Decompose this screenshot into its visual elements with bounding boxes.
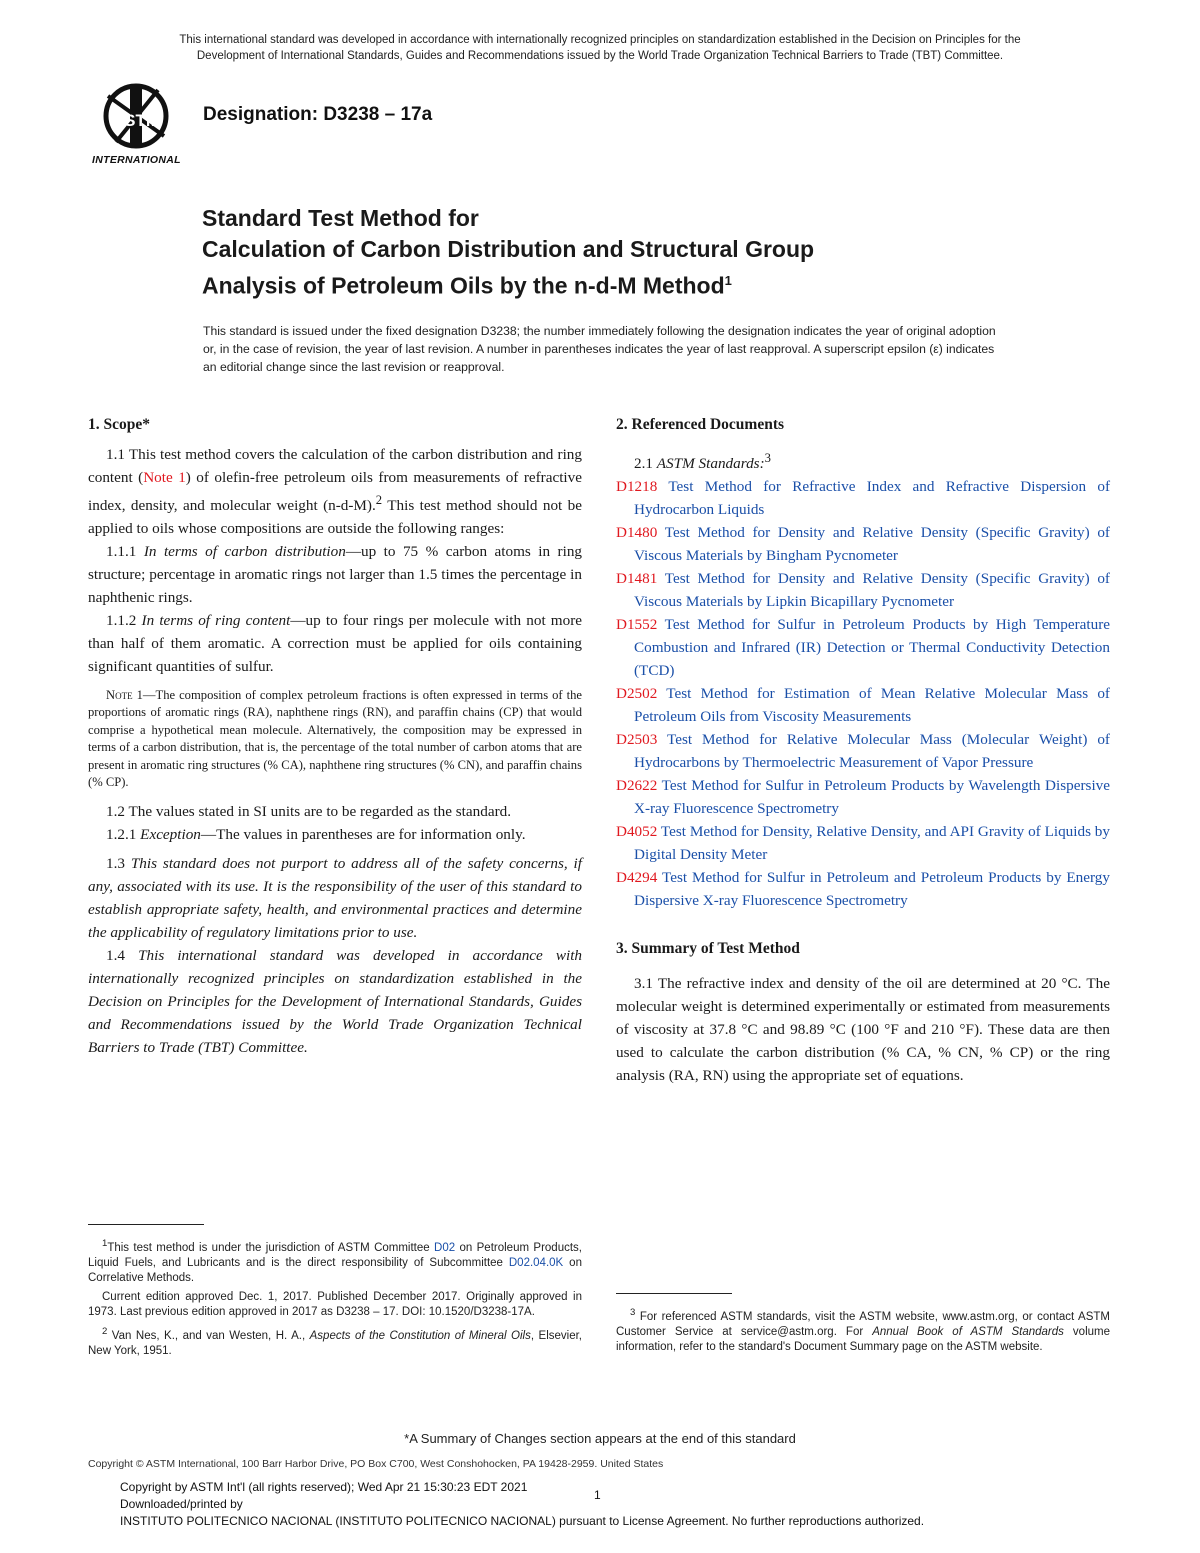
para-1-4-num: 1.4 [106, 946, 139, 964]
para-1-2-1-text: —The values in parentheses are for information only. [200, 825, 526, 843]
download-line1: Copyright by ASTM Int'l (all rights reserved); Wed Apr 21 15:30:23 EDT 2021 [120, 1480, 528, 1494]
title-line3-text: Analysis of Petroleum Oils by the n-d-M Method [202, 272, 725, 299]
footnote-1-mark: 1 [102, 1238, 108, 1249]
left-column [88, 413, 582, 1059]
footnote-2-mark: 2 [102, 1325, 108, 1337]
left-footnotes [88, 1236, 582, 1359]
para-1-1-1-num: 1.1.1 [106, 543, 144, 561]
reference-title-link[interactable]: Test Method for Sulfur in Petroleum Products by High Temperature Combustion and Infrared (IR) Detection or Thermal Conductivity Detection (TCD) [634, 616, 1110, 680]
footnote-rule-right [616, 1293, 732, 1294]
note-1-text: —The composition of complex petroleum fractions is often expressed in terms of the proportions of aromatic rings (RA), naphthene rings (RN), and paraffin chains (CP) that would comprise a hypothetical mean molecule. Alternatively, the composition may be expressed in terms of a carbon distribution, that is, the percentage of the total number of carbon atoms that are present in aromatic ring structures (% CA), naphthene ring structures (% CN), and paraffin chains (% CP). [88, 688, 582, 790]
reference-code-link[interactable]: D2503 [616, 731, 658, 749]
note-1 [88, 687, 582, 791]
reference-item[interactable] [616, 866, 1110, 912]
reference-item[interactable] [616, 774, 1110, 820]
footnote-3-text-b: volume information, refer to the standard's Document Summary page on the ASTM website. [616, 1325, 1110, 1353]
reference-title-link[interactable]: Test Method for Refractive Index and Refractive Dispersion of Hydrocarbon Liquids [634, 478, 1110, 519]
reference-title-link[interactable]: Test Method for Density and Relative Density (Specific Gravity) of Viscous Materials by Lipkin Bicapillary Pycnometer [634, 570, 1110, 611]
wto-notice-line2: Development of International Standards, Guides and Recommendations issued by the World Trade Organization Technical Barriers to Trade (TBT) Committee. [196, 50, 1004, 62]
issued-notice: This standard is issued under the fixed designation D3238; the number immediately following the designation indicates the year of original adoption or, in the case of revision, the year of last revision. A number in parentheses indicates the year of last reapproval. A superscript epsilon (ε) indicates an editorial change since the last revision or reapproval. [203, 324, 996, 374]
para-1-1-2-italic: In terms of ring content [141, 612, 291, 630]
download-line3: INSTITUTO POLITECNICO NACIONAL (INSTITUTO POLITECNICO NACIONAL) pursuant to License Agreement. No further reproductions authorized. [120, 1514, 925, 1528]
reference-code-link[interactable]: D1481 [616, 570, 658, 588]
para-1-1-1-text: —up to 75 % carbon atoms in ring structure; percentage in aromatic rings not larger than 1.5 times the percentage in naphthenic rings. [88, 543, 583, 607]
title-footnote-ref: 1 [724, 273, 732, 288]
reference-item[interactable] [616, 613, 1110, 682]
download-notice [120, 1479, 924, 1530]
wto-notice-line1: This international standard was developed in accordance with internationally recognized principles on standardization established in the Decision on Principles for the [179, 34, 1021, 46]
para-1-2-1-italic: Exception [140, 825, 201, 843]
document-title [202, 203, 814, 302]
note-1-label: Note 1 [106, 688, 143, 703]
footnote-3-mark: 3 [630, 1307, 636, 1318]
reference-list [616, 475, 1110, 912]
reference-code-link[interactable]: D1552 [616, 616, 658, 634]
reference-code-link[interactable]: D2502 [616, 685, 658, 703]
para-1-1 [88, 443, 582, 540]
reference-item[interactable] [616, 567, 1110, 613]
para-1-1-2 [88, 609, 582, 678]
para-2-1-num: 2.1 [634, 455, 657, 473]
footnote-3-italic: Annual Book of ASTM Standards [872, 1325, 1064, 1338]
para-1-1-text-a: 1.1 This test method covers the calculation of the carbon distribution and ring content ( [88, 446, 582, 486]
footnote-2-italic: Aspects of the Constitution of Mineral Oils [309, 1329, 531, 1342]
footnote-1-edition: Current edition approved Dec. 1, 2017. Published December 2017. Originally approved in 1973. Last previous edition approved in 2017 as D3238 – 17. DOI: 10.1520/D3238-17A. [88, 1290, 582, 1318]
footnote-2-text-a: Van Nes, K., and van Westen, H. A., [107, 1329, 310, 1342]
reference-item[interactable] [616, 728, 1110, 774]
footnote-1-text-c: on Correlative Methods. [88, 1256, 582, 1284]
reference-code-link[interactable]: D2622 [616, 777, 658, 795]
reference-title-link[interactable]: Test Method for Sulfur in Petroleum and Petroleum Products by Energy Dispersive X-ray Fluorescence Spectrometry [634, 869, 1110, 910]
right-column [616, 413, 1110, 1087]
title-line3 [202, 265, 814, 302]
para-1-4 [88, 944, 582, 1059]
reference-code-link[interactable]: D1218 [616, 478, 658, 496]
para-1-3 [88, 852, 582, 944]
reference-code-link[interactable]: D4294 [616, 869, 658, 887]
title-line1: Standard Test Method for [202, 205, 479, 231]
committee-d02-link[interactable]: D02 [434, 1241, 456, 1254]
para-1-2-1-num: 1.2.1 [106, 825, 141, 843]
footnote-1-text-a: This test method is under the jurisdiction of ASTM Committee [107, 1241, 435, 1254]
heading-scope: 1. Scope* [88, 416, 150, 433]
page-number: 1 [594, 1488, 601, 1502]
para-1-1-text-c: This test method should not be applied to oils whose compositions are outside the following ranges: [88, 497, 582, 538]
note1-link[interactable]: Note 1 [143, 469, 186, 486]
footnote-1 [88, 1236, 582, 1286]
para-1-1-1-italic: In terms of carbon distribution [143, 543, 346, 561]
footnote-3-text-a: For referenced ASTM standards, visit the ASTM website, www.astm.org, or contact ASTM Customer Service at service@astm.org. For [616, 1310, 1110, 1338]
para-1-3-text: This standard does not purport to address all of the safety concerns, if any, associated with its use. It is the responsibility of the user of this standard to establish appropriate safety, health, and environmental practices and determine the applicability of regulatory limitations prior to use. [88, 854, 582, 941]
para-3-1: 3.1 The refractive index and density of the oil are determined at 20 °C. The molecular weight is determined experimentally or estimated from measurements of viscosity at 37.8 °C and 98.89 °C (100 °F and 210 °F). These data are then used to calculate the carbon distribution (% CA, % CN, % CP) or the ring analysis (RA, RN) using the appropriate set of equations. [616, 975, 1110, 1085]
reference-item[interactable] [616, 521, 1110, 567]
astm-logo [90, 82, 190, 172]
reference-code-link[interactable]: D4052 [616, 823, 658, 841]
logo-text: ASTM [111, 111, 161, 130]
logo-subtext: INTERNATIONAL [92, 154, 181, 166]
para-2-1-italic: ASTM Standards: [656, 455, 765, 473]
subcommittee-link[interactable]: D02.04.0K [508, 1256, 564, 1269]
footnote-2 [88, 1324, 582, 1359]
reference-title-link[interactable]: Test Method for Estimation of Mean Relative Molecular Mass of Petroleum Oils from Viscosity Measurements [634, 685, 1110, 726]
footnote-3 [616, 1305, 1110, 1355]
reference-title-link[interactable]: Test Method for Density and Relative Density (Specific Gravity) of Viscous Materials by Bingham Pycnometer [634, 524, 1110, 565]
copyright-line: Copyright © ASTM International, 100 Barr Harbor Drive, PO Box C700, West Conshohocken, PA 19428-2959. United States [88, 1458, 664, 1470]
download-line2: Downloaded/printed by [120, 1497, 243, 1511]
para-1-4-text: This international standard was developed in accordance with internationally recognized principles on standardization established in the Decision on Principles for the Development of International Standards, Guides and Recommendations issued by the World Trade Organization Technical Barriers to Trade (TBT) Committee. [88, 946, 583, 1056]
footnote-2-text-b: , Elsevier, New York, 1951. [88, 1329, 582, 1357]
reference-title-link[interactable]: Test Method for Sulfur in Petroleum Products by Wavelength Dispersive X-ray Fluorescence Spectrometry [634, 777, 1110, 818]
para-1-3-num: 1.3 [106, 854, 131, 872]
title-line2: Calculation of Carbon Distribution and Structural Group [202, 236, 815, 262]
para-1-1-2-num: 1.1.2 [106, 612, 142, 630]
heading-referenced-documents: 2. Referenced Documents [616, 416, 785, 433]
para-1-2-1 [88, 823, 582, 846]
reference-item[interactable] [616, 820, 1110, 866]
summary-of-changes-note: *A Summary of Changes section appears at the end of this standard [404, 1431, 796, 1446]
reference-item[interactable] [616, 475, 1110, 521]
reference-item[interactable] [616, 682, 1110, 728]
para-1-1-text-b: ) of olefin-free petroleum oils from measurements of refractive index, density, and molecular weight (n-d-M). [88, 469, 582, 515]
wto-notice [0, 32, 1200, 64]
para-1-1-2-text: —up to four rings per molecule with not more than half of them aromatic. A correction must be applied for oils containing significant quantities of sulfur. [88, 612, 583, 676]
footnote-ref-2: 2 [375, 493, 383, 507]
footnote-ref-3: 3 [764, 451, 771, 465]
para-1-2: 1.2 The values stated in SI units are to be regarded as the standard. [106, 802, 512, 820]
para-1-1-1 [88, 540, 582, 609]
reference-title-link[interactable]: Test Method for Density, Relative Density, and API Gravity of Liquids by Digital Density Meter [634, 823, 1110, 864]
reference-title-link[interactable]: Test Method for Relative Molecular Mass (Molecular Weight) of Hydrocarbons by Thermoelectric Measurement of Vapor Pressure [634, 731, 1110, 772]
para-2-1 [616, 447, 1110, 475]
footnote-1-text-b: on Petroleum Products, Liquid Fuels, and Lubricants and is the direct responsibility of Subcommittee [88, 1241, 582, 1269]
reference-code-link[interactable]: D1480 [616, 524, 658, 542]
designation: Designation: D3238 – 17a [203, 104, 433, 125]
footnote-rule-left [88, 1224, 204, 1225]
heading-summary: 3. Summary of Test Method [616, 940, 800, 958]
